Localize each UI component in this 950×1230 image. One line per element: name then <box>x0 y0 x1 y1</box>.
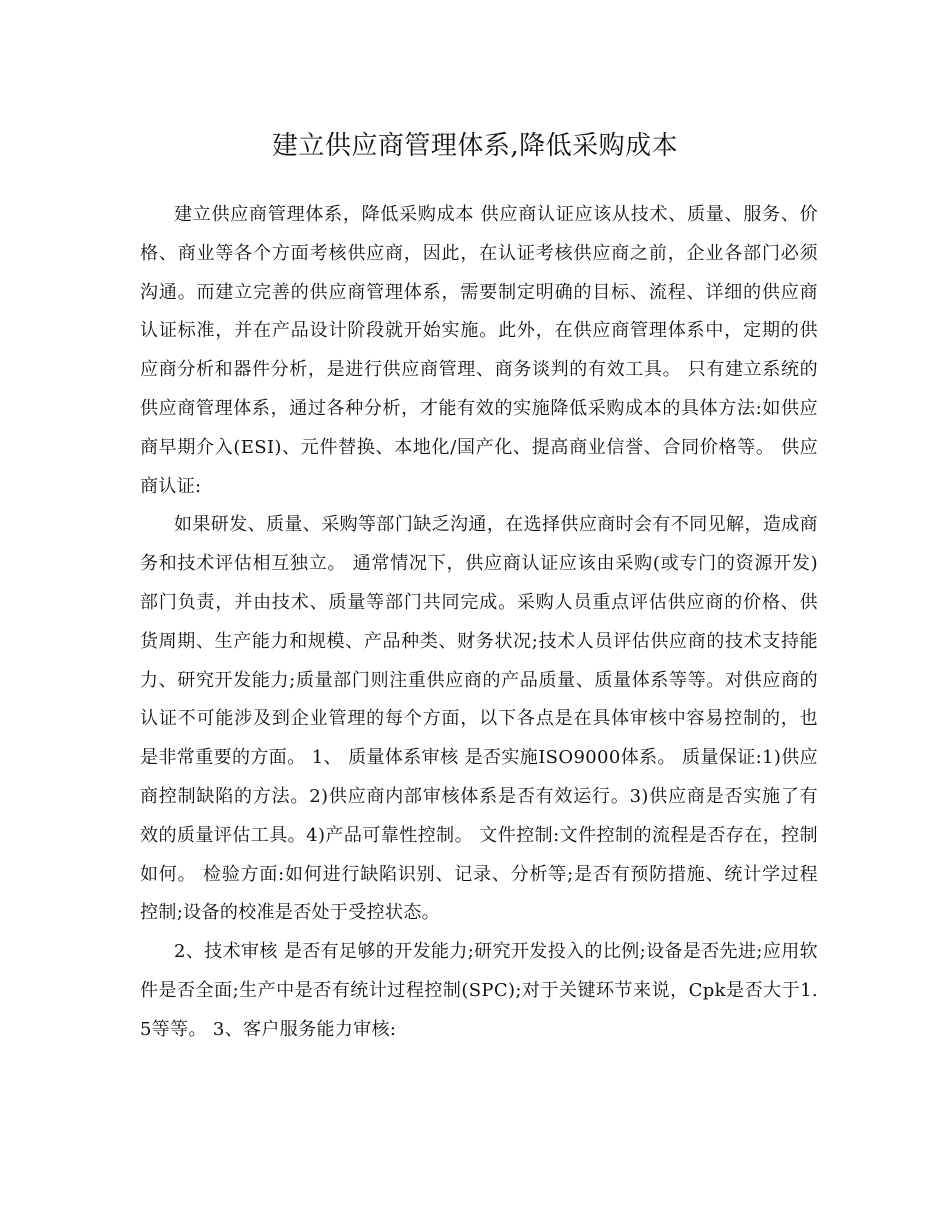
document-title: 建立供应商管理体系,降低采购成本 <box>271 131 679 161</box>
document-body <box>140 196 818 1050</box>
body-paragraph: 建立供应商管理体系，降低采购成本 供应商认证应该从技术、质量、服务、价格、商业等各个方面考核供应商，因此，在认证考核供应商之前，企业各部门必须沟通。而建立完善的供应商管理体系，需要制定明确的目标、流程、详细的供应商认证标准，并在产品设计阶段就开始实施。此外，在供应商管理体系中，定期的供应商分析和器件分析，是进行供应商管理、商务谈判的有效工具。 只有建立系统的供应商管理体系，通过各种分析，才能有效的实施降低采购成本的具体方法:如供应商早期介入(ESI)、元件替换、本地化/国产化、提高商业信誉、合同价格等。 供应商认证: <box>140 204 818 497</box>
body-paragraph: 如果研发、质量、采购等部门缺乏沟通，在选择供应商时会有不同见解，造成商务和技术评估相互独立。 通常情况下，供应商认证应该由采购(或专门的资源开发)部门负责，并由技术、质量等部门共同完成。采购人员重点评估供应商的价格、供货周期、生产能力和规模、产品种类、财务状况;技术人员评估供应商的技术支持能力、研究开发能力;质量部门则注重供应商的产品质量、质量体系等等。对供应商的认证不可能涉及到企业管理的每个方面，以下各点是在具体审核中容易控制的，也是非常重要的方面。 1、 质量体系审核 是否实施ISO9000体系。 质量保证:1)供应商控制缺陷的方法。2)供应商内部审核体系是否有效运行。3)供应商是否实施了有效的质量评估工具。4)产品可靠性控制。 文件控制:文件控制的流程是否存在，控制如何。 检验方面:如何进行缺陷识别、记录、分析等;是否有预防措施、统计学过程控制;设备的校准是否处于受控状态。 <box>140 514 818 924</box>
body-paragraph: 2、技术审核 是否有足够的开发能力;研究开发投入的比例;设备是否先进;应用软件是否全面;生产中是否有统计过程控制(SPC);对于关键环节来说，Cpk是否大于1.5等等。 3、客户服务能力审核: <box>140 941 818 1040</box>
